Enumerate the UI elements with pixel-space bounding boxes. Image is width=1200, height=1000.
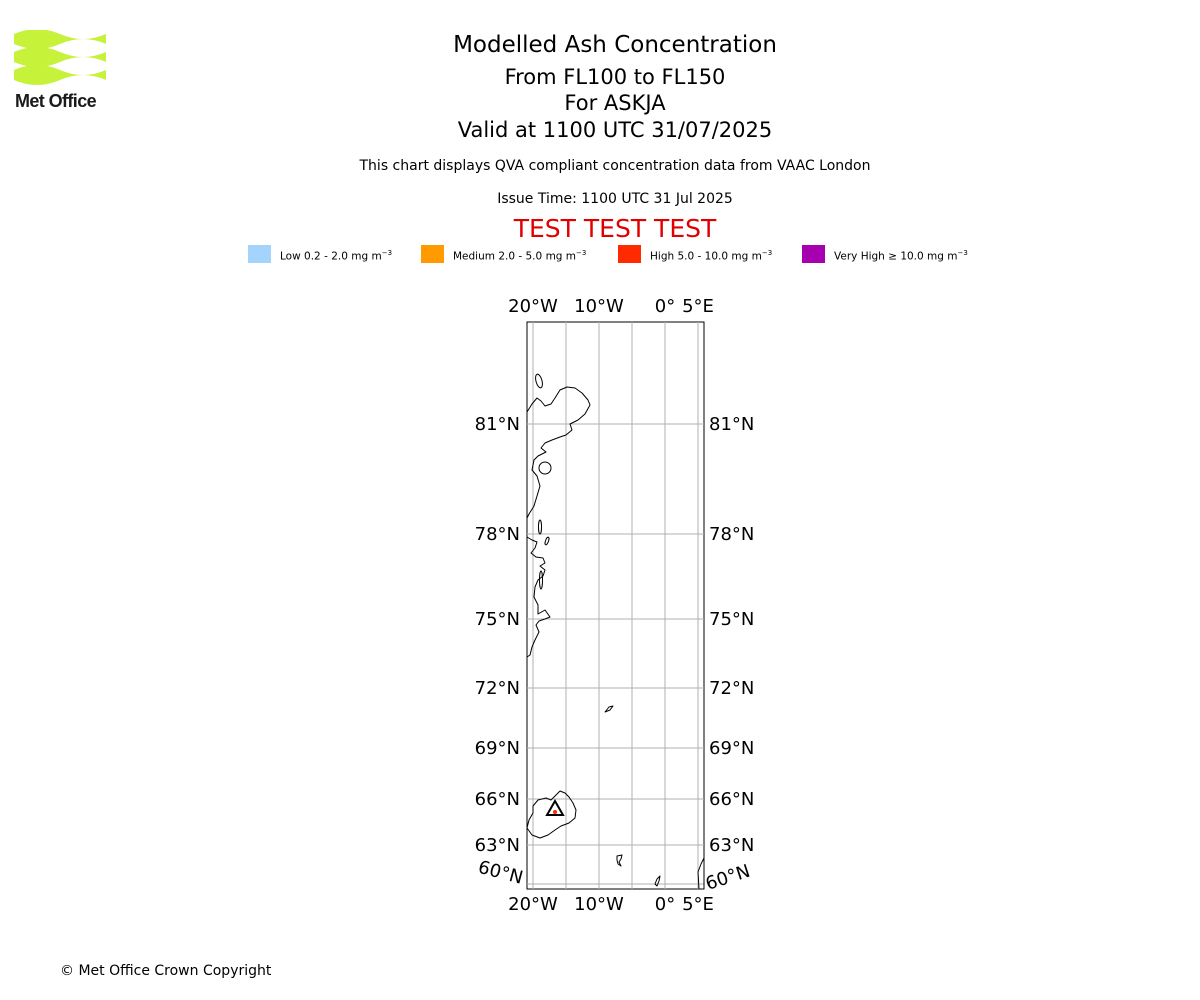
lat-tick-left-69n: 69°N xyxy=(474,738,520,759)
logo-wordmark: Met Office xyxy=(15,91,97,111)
valid-time: Valid at 1100 UTC 31/07/2025 xyxy=(457,118,773,142)
lon-tick-top-20w: 20°W xyxy=(508,296,558,317)
lat-tick-left-81n: 81°N xyxy=(474,414,520,435)
lon-tick-top-5e: 5°E xyxy=(682,296,714,317)
legend-range: 0.2 - 2.0 xyxy=(304,250,348,263)
lon-tick-bottom-20w: 20°W xyxy=(508,894,558,915)
lat-tick-left-66n: 66°N xyxy=(474,789,520,810)
lat-tick-right-60n: 60°N xyxy=(703,860,753,895)
legend-level: Low xyxy=(280,250,301,263)
lat-tick-right-63n: 63°N xyxy=(709,835,755,856)
lon-tick-bottom-10w: 10°W xyxy=(574,894,624,915)
qva-note: This chart displays QVA compliant concentration data from VAAC London xyxy=(359,158,871,174)
flight-levels: From FL100 to FL150 xyxy=(504,65,726,89)
test-banner: TEST TEST TEST xyxy=(513,214,717,243)
lat-tick-right-78n: 78°N xyxy=(709,524,755,545)
lat-tick-left-75n: 75°N xyxy=(474,609,520,630)
lon-tick-top-0: 0° xyxy=(654,296,676,317)
lat-tick-right-72n: 72°N xyxy=(709,678,755,699)
lat-tick-left-78n: 78°N xyxy=(474,524,520,545)
chart-title: Modelled Ash Concentration xyxy=(453,32,777,58)
lat-tick-right-69n: 69°N xyxy=(709,738,755,759)
legend-range: 5.0 - 10.0 xyxy=(677,250,729,263)
legend-unit: mg m xyxy=(545,250,577,263)
lat-tick-right-81n: 81°N xyxy=(709,414,755,435)
lat-tick-left-72n: 72°N xyxy=(474,678,520,699)
legend-unit: mg m xyxy=(351,250,382,263)
legend-range: ≥ 10.0 xyxy=(888,250,924,263)
lat-tick-left-63n: 63°N xyxy=(474,835,520,856)
legend-unit: mg m xyxy=(731,250,762,263)
legend-exp: −3 xyxy=(381,249,393,257)
volcano-name: For ASKJA xyxy=(564,91,666,115)
lon-tick-bottom-0: 0° xyxy=(654,894,676,915)
legend-exp: −3 xyxy=(576,249,587,257)
legend-exp: −3 xyxy=(957,249,968,257)
legend-level: High xyxy=(650,250,675,263)
copyright-notice: © Met Office Crown Copyright xyxy=(60,963,272,979)
lon-tick-top-10w: 10°W xyxy=(574,296,624,317)
issue-time: Issue Time: 1100 UTC 31 Jul 2025 xyxy=(497,191,733,207)
lat-tick-right-75n: 75°N xyxy=(709,609,755,630)
lon-tick-bottom-5e: 5°E xyxy=(682,894,714,915)
lat-tick-left-60n: 60°N xyxy=(475,856,526,889)
legend-unit: mg m xyxy=(927,250,958,263)
ash-concentration-spot xyxy=(553,810,557,814)
legend-range: 2.0 - 5.0 xyxy=(498,250,543,263)
legend-level: Very High xyxy=(834,250,885,263)
lat-tick-right-66n: 66°N xyxy=(709,789,755,810)
legend-level: Medium xyxy=(453,250,495,263)
legend-exp: −3 xyxy=(761,249,773,257)
